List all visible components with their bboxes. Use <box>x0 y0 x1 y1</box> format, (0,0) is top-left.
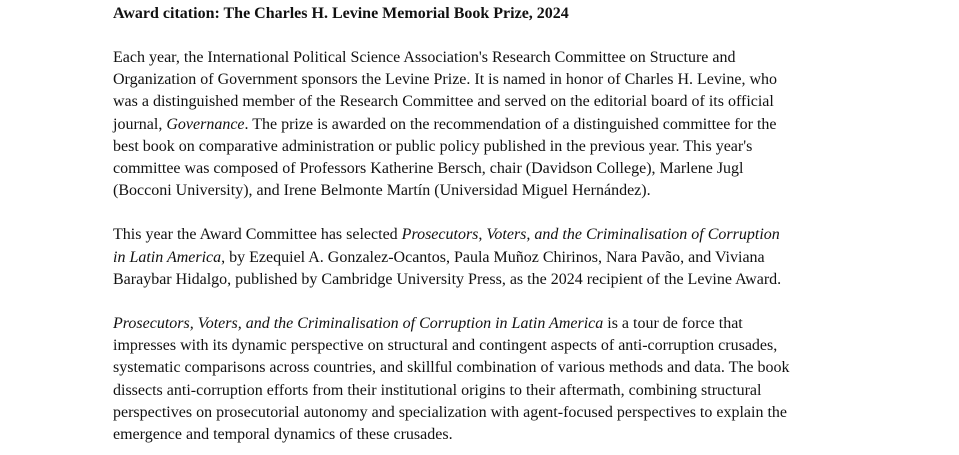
body-text: . The prize is awarded on the recommendation of a distinguished committee for the <box>244 115 777 133</box>
paragraph-line <box>113 357 843 379</box>
paragraph-line <box>113 158 843 180</box>
body-text: Each year, the International Political Science Association's Research Committee on Structure and <box>113 49 736 66</box>
body-text: Baraybar Hidalgo, published by Cambridge University Press, as the 2024 recipient of the Levine Award. <box>113 270 782 288</box>
paragraph-line <box>113 402 843 424</box>
paragraph-line <box>113 136 843 158</box>
document-page <box>113 0 959 446</box>
paragraph-line <box>113 180 843 202</box>
paragraph-line <box>113 380 843 402</box>
body-text: Organization of Government sponsors the Levine Prize. It is named in honor of Charles H. Levine, who <box>113 71 777 89</box>
paragraph-line <box>113 224 843 246</box>
body-text: , by Ezequiel A. Gonzalez-Ocantos, Paula Muñoz Chirinos, Nara Pavão, and Viviana <box>221 248 765 266</box>
award-title: Award citation: The Charles H. Levine Memorial Book Prize, 2024 <box>113 5 569 22</box>
paragraph-line <box>113 47 843 69</box>
paragraph-line <box>113 335 843 357</box>
paragraph-line <box>113 69 843 91</box>
italic-title-text: Prosecutors, Voters, and the Criminalisation of Corruption in Latin America <box>113 315 604 333</box>
body-text: This year the Award Committee has selected <box>113 226 402 244</box>
body-text: emergence and temporal dynamics of these crusades. <box>113 426 453 444</box>
italic-title-text: Governance <box>166 115 245 133</box>
body-text: impresses with its dynamic perspective on structural and contingent aspects of anti-corruption crusades, <box>113 337 778 355</box>
paragraph-line <box>113 269 843 291</box>
body-text: (Bocconi University), and Irene Belmonte Martín (Universidad Miguel Hernández). <box>113 182 651 200</box>
body-text: systematic comparisons across countries, and skillful combination of various methods and data. The book <box>113 359 790 377</box>
paragraph-line <box>113 91 843 113</box>
paragraph-line <box>113 114 843 136</box>
body-text: perspectives on prosecutorial autonomy and specialization with agent-focused perspectives to explain the <box>113 403 787 421</box>
citation-paragraph-2 <box>113 224 843 291</box>
citation-body <box>113 47 959 446</box>
body-text: was a distinguished member of the Research Committee and served on the editorial board of its official <box>113 93 774 111</box>
body-text: is a tour de force that <box>603 315 743 333</box>
italic-title-text: Prosecutors, Voters, and the Criminalisation of Corruption <box>401 226 780 244</box>
body-text: best book on comparative administration or public policy published in the previous year. This year's <box>113 137 753 155</box>
italic-title-text: in Latin America <box>113 248 222 266</box>
citation-paragraph-1 <box>113 47 843 202</box>
citation-paragraph-3 <box>113 313 843 446</box>
paragraph-line <box>113 424 843 446</box>
body-text: dissects anti-corruption efforts from their institutional origins to their aftermath, combining structural <box>113 381 762 399</box>
body-text: committee was composed of Professors Katherine Bersch, chair (Davidson College), Marlene Jugl <box>113 160 744 178</box>
paragraph-line <box>113 247 843 269</box>
body-text: journal, <box>113 115 167 133</box>
paragraph-line <box>113 313 843 335</box>
